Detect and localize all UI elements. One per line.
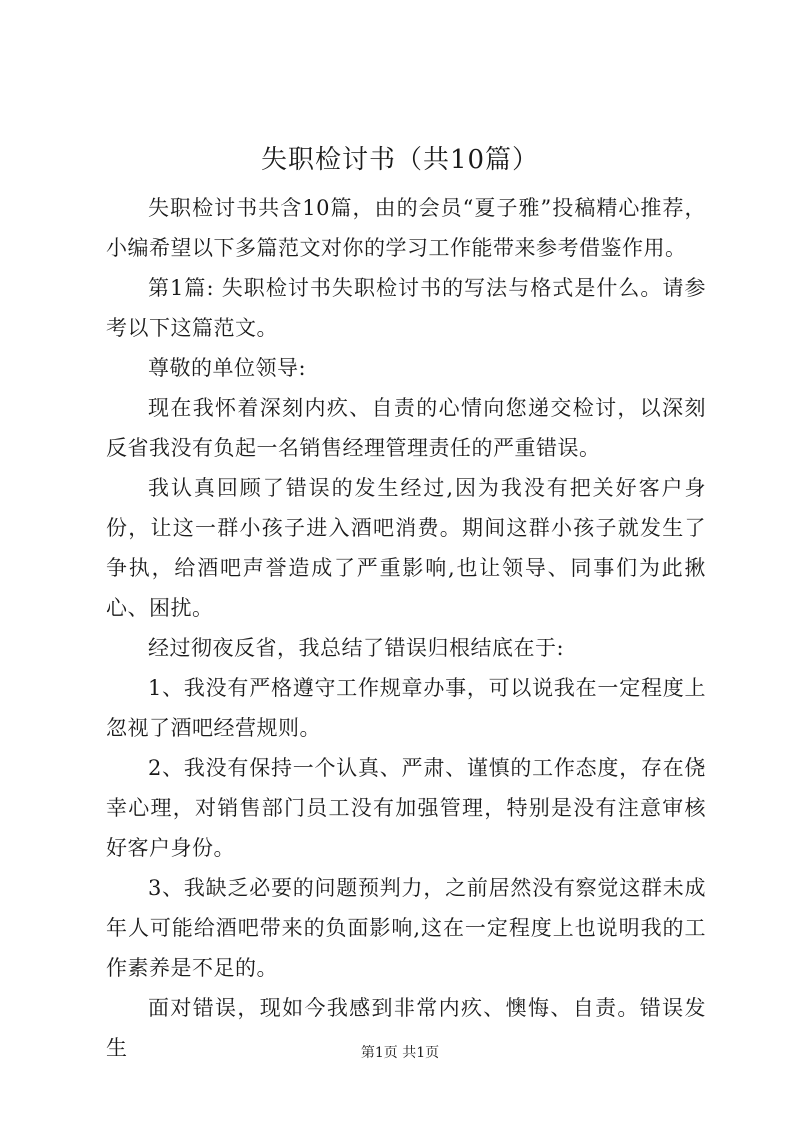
paragraph: 经过彻夜反省，我总结了错误归根结底在于: <box>148 636 565 660</box>
document-body <box>106 188 706 1068</box>
paragraph-intro: 失职检讨书共含10篇，由的会员“夏子雅”投稿精心推荐，小编希望以下多篇范文对你的学习工作能带来参考借鉴作用。 <box>106 196 706 260</box>
list-item-1: 1、我没有严格遵守工作规章办事，可以说我在一定程度上忽视了酒吧经营规则。 <box>106 676 706 740</box>
paragraph: 面对错误，现如今我感到非常内疚、懊悔、自责。错误发生 <box>106 996 706 1060</box>
list-item-3: 3、我缺乏必要的问题预判力，之前居然没有察觉这群未成年人可能给酒吧带来的负面影响,这在一定程度上也说明我的工作素养是不足的。 <box>106 876 706 980</box>
paragraph-salutation: 尊敬的单位领导: <box>148 356 307 380</box>
document-title: 失职检讨书（共10篇） <box>260 145 540 175</box>
paragraph: 现在我怀着深刻内疚、自责的心情向您递交检讨，以深刻反省我没有负起一名销售经理管理责任的严重错误。 <box>106 396 706 460</box>
paragraph: 我认真回顾了错误的发生经过,因为我没有把关好客户身份，让这一群小孩子进入酒吧消费。期间这群小孩子就发生了争执，给酒吧声誉造成了严重影响,也让领导、同事们为此揪心、困扰。 <box>106 476 706 620</box>
page-footer: 第1页 共1页 <box>360 1045 440 1061</box>
list-item-2: 2、我没有保持一个认真、严肃、谨慎的工作态度，存在侥幸心理，对销售部门员工没有加强管理，特别是没有注意审核好客户身份。 <box>106 756 706 860</box>
paragraph-chapter-heading: 第1篇: 失职检讨书失职检讨书的写法与格式是什么。请参考以下这篇范文。 <box>106 276 706 340</box>
